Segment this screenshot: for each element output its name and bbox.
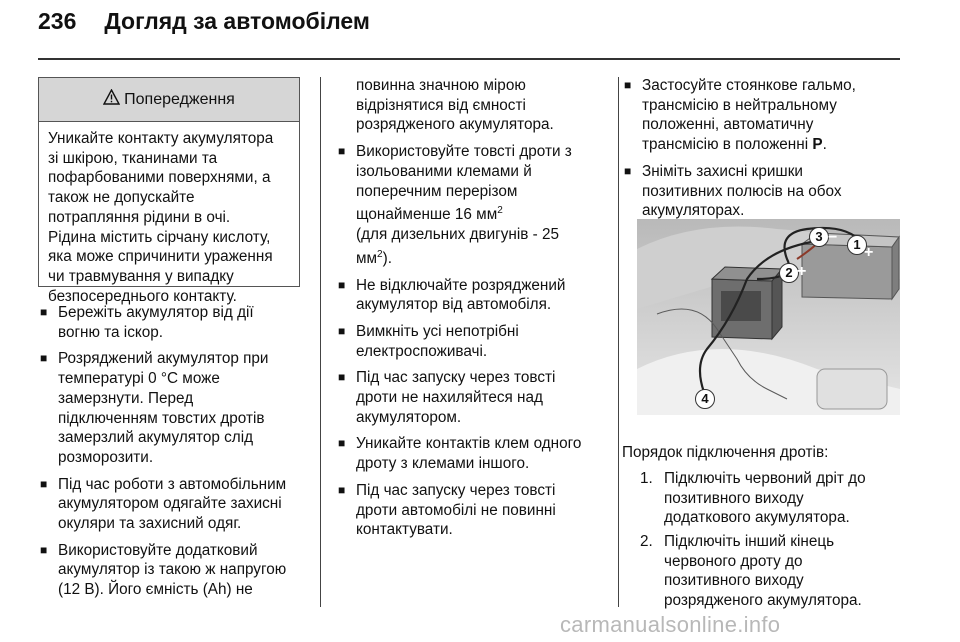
watermark: carmanualsonline.info xyxy=(560,612,781,637)
bullet-line: положенні, автоматичну xyxy=(642,116,814,134)
battery-jump-start-illustration xyxy=(637,219,900,415)
bullet-marker: ■ xyxy=(338,482,346,497)
text-line: позитивного виходу xyxy=(664,489,804,507)
bullet-item xyxy=(336,322,604,361)
bullet-marker: ■ xyxy=(40,351,48,366)
bullet-item xyxy=(336,368,604,427)
bullet-marker: ■ xyxy=(338,370,346,385)
bullet-item xyxy=(622,162,902,221)
bullet-line: $мм^2$). xyxy=(356,248,392,267)
bullet-line: трансмісію в положенні P. xyxy=(642,136,827,154)
text-line: акумулятор із такою ж напругою xyxy=(58,561,287,579)
bullet-item-cables xyxy=(336,142,604,268)
bullet-item xyxy=(38,349,308,467)
bullet-line: трансмісію в нейтральному xyxy=(642,96,837,114)
continued-text xyxy=(336,76,604,135)
page-title: Догляд за автомобілем xyxy=(104,8,370,34)
bullet-marker: ■ xyxy=(40,476,48,491)
bullet-line: поперечним перерізом xyxy=(356,182,518,200)
connection-order-title: Порядок підключення дротів: xyxy=(622,444,829,461)
plus-sign: + xyxy=(864,244,874,261)
numbered-step-1 xyxy=(632,469,904,528)
text-line: дроту з клемами іншого. xyxy=(356,455,530,473)
column-divider xyxy=(320,77,321,607)
text-line: Вимкніть усі непотрібні xyxy=(356,322,519,340)
text-line: потрапляння рідини в очі. xyxy=(48,208,231,226)
text-line: акумулятором. xyxy=(356,408,462,426)
text-line: розрядженого акумулятора. xyxy=(356,116,554,134)
text-line: червоного дроту до xyxy=(664,552,803,570)
bullet-marker: ■ xyxy=(338,436,346,451)
callout-4: 4 xyxy=(695,389,715,409)
text-line: Під час запуску через товсті xyxy=(356,481,556,499)
text-line: Рідина містить сірчану кислоту, xyxy=(48,228,271,246)
bullet-line: Застосуйте стоянкове гальмо, xyxy=(642,77,856,94)
warning-title: Попередження xyxy=(124,90,235,108)
column-3 xyxy=(622,76,902,228)
bullet-item xyxy=(38,475,308,534)
minus-sign: − xyxy=(828,229,838,246)
bullet-marker: ■ xyxy=(338,144,346,159)
warning-text xyxy=(39,122,299,306)
step-number: 2. xyxy=(640,533,653,550)
callout-2: 2 xyxy=(779,263,799,283)
step-number: 1. xyxy=(640,470,653,487)
text-line: замерзлий акумулятор слід xyxy=(58,429,254,447)
plus-sign: + xyxy=(797,263,807,280)
text-line: відрізнятися від ємності xyxy=(356,96,526,114)
text-line: Підключіть червоний дріт до xyxy=(664,470,866,487)
text-line: Уникайте контакту акумулятора xyxy=(48,130,274,147)
text-line: контактувати. xyxy=(356,521,453,539)
page-header xyxy=(38,8,370,35)
text-line: дроти не нахиляйтеся над xyxy=(356,389,543,407)
bullet-line: ізольованими клемами й xyxy=(356,162,532,180)
bullet-marker: ■ xyxy=(40,305,48,319)
warning-header xyxy=(39,78,299,122)
bullet-item xyxy=(336,434,604,473)
column-2 xyxy=(336,76,604,547)
column-1 xyxy=(38,303,308,607)
text-line: Під час роботи з автомобільним xyxy=(58,475,287,493)
text-line: безпосереднього контакту. xyxy=(48,287,237,305)
text-line: також не допускайте xyxy=(48,189,195,207)
text-line: пофарбованими поверхнями, а xyxy=(48,169,271,187)
bullet-marker: ■ xyxy=(624,163,632,178)
text-line: Використовуйте додатковий xyxy=(58,541,258,559)
text-line: електроспоживачі. xyxy=(356,342,488,360)
text-line: зі шкірою, тканинами та xyxy=(48,149,218,167)
callout-1: 1 xyxy=(847,235,867,255)
text-line: позитивного виходу xyxy=(664,572,804,590)
bullet-marker: ■ xyxy=(40,542,48,557)
text-line: чи травмування у випадку xyxy=(48,267,234,285)
text-line: акумуляторах. xyxy=(642,202,745,220)
text-line: позитивних полюсів на обох xyxy=(642,182,842,200)
bullet-marker: ■ xyxy=(624,78,632,92)
text-line: замерзнути. Перед xyxy=(58,389,194,407)
bullet-item xyxy=(336,276,604,315)
text-line: підключенням товстих дротів xyxy=(58,409,265,427)
numbered-step-2 xyxy=(632,532,904,611)
page-number: 236 xyxy=(38,8,77,34)
bullet-item xyxy=(38,303,308,342)
bullet-line: Використовуйте товсті дроти з xyxy=(356,143,572,161)
header-rule xyxy=(38,58,900,60)
bullet-marker: ■ xyxy=(338,323,346,338)
text-line: окуляри та захисний одяг. xyxy=(58,515,242,533)
bullet-item xyxy=(38,541,308,600)
text-line: яка може спричинити ураження xyxy=(48,248,273,266)
bullet-list xyxy=(336,276,604,540)
callout-3: 3 xyxy=(809,227,829,247)
text-line: дроти автомобілі не повинні xyxy=(356,501,556,519)
text-line: Не відключайте розряджений xyxy=(356,276,566,294)
text-line: Уникайте контактів клем одного xyxy=(356,435,582,453)
text-line: температурі 0 °C може xyxy=(58,370,220,388)
bullet-list xyxy=(622,162,902,221)
text-line: повинна значною мірою xyxy=(356,77,526,94)
text-line: вогню та іскор. xyxy=(58,323,163,341)
bullet-marker: ■ xyxy=(338,277,346,292)
bullet-line: щонайменше 16 $мм^2$ xyxy=(356,205,503,224)
column-divider xyxy=(618,77,619,607)
bullet-item xyxy=(336,481,604,540)
text-line: Розряджений акумулятор при xyxy=(58,350,269,368)
text-line: акумулятором одягайте захисні xyxy=(58,495,282,513)
text-line: розрядженого акумулятора. xyxy=(664,592,862,610)
text-line: акумулятор від автомобіля. xyxy=(356,296,552,314)
text-line: Зніміть захисні кришки xyxy=(642,162,803,180)
text-line: розморозити. xyxy=(58,448,154,466)
text-line: Підключіть інший кінець xyxy=(664,533,835,550)
text-line: Під час запуску через товсті xyxy=(356,369,556,387)
warning-triangle-icon xyxy=(103,89,120,110)
text-line: Бережіть акумулятор від дії xyxy=(58,304,254,321)
text-line: додаткового акумулятора. xyxy=(664,509,850,527)
warning-box xyxy=(38,77,300,305)
text-line: (12 В). Його ємність (Ah) не xyxy=(58,581,253,599)
bullet-item-parking xyxy=(622,76,902,155)
bullet-line: (для дизельних двигунів - 25 xyxy=(356,226,559,244)
